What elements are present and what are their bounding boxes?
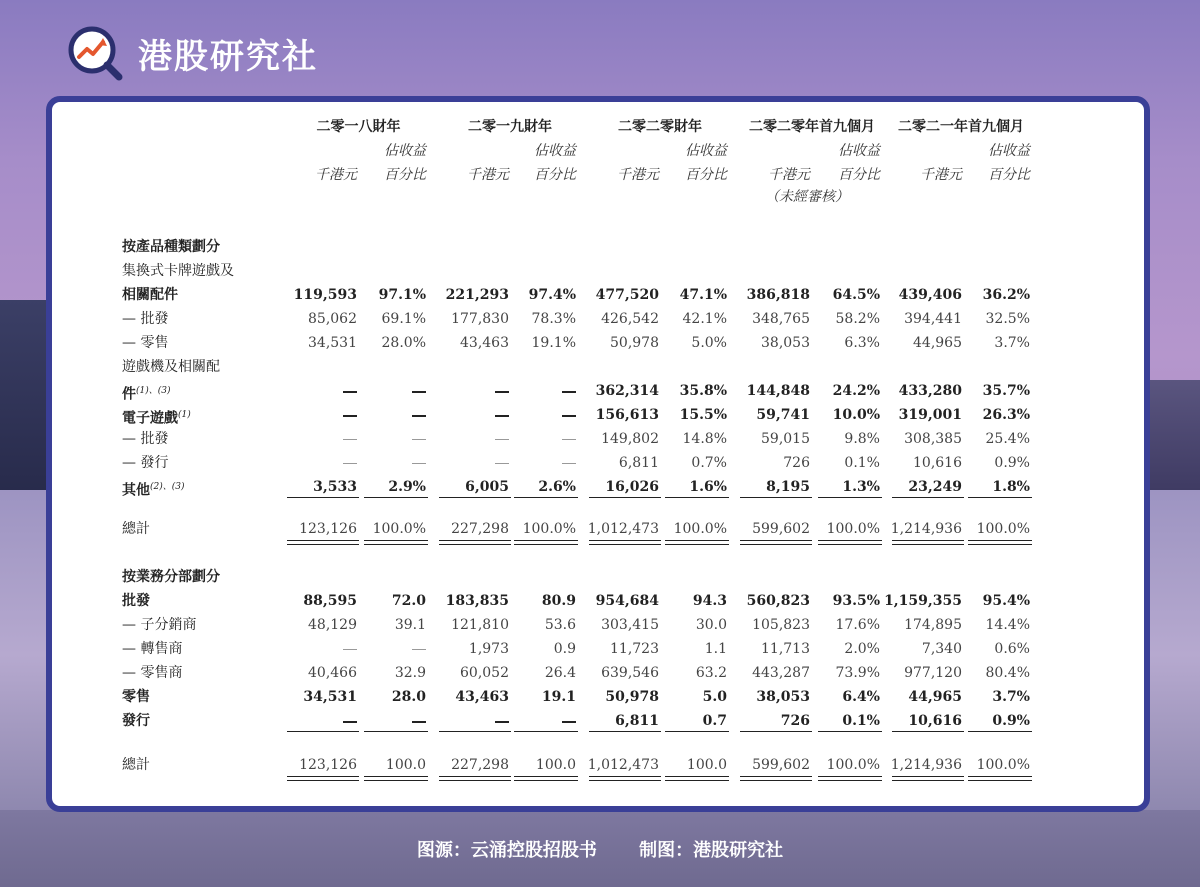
value-cell: 6,811: [615, 713, 659, 729]
section2-row-label: [122, 712, 150, 730]
value-cell: 348,765: [752, 311, 810, 327]
value-cell: 100.0%: [826, 521, 880, 537]
unit-header: 千港元: [467, 167, 509, 183]
value-cell: 726: [783, 455, 810, 471]
value-cell: 30.0: [695, 617, 727, 633]
footer-source: 图源：云涌控股招股书: [416, 840, 597, 861]
dash-value: [343, 454, 357, 472]
column-year-header: 二零二一年首九個月: [898, 119, 1024, 135]
value-cell: 599,602: [752, 521, 810, 537]
dash-value: [412, 454, 426, 472]
value-cell: 1,214,936: [890, 521, 962, 537]
value-cell: 6,005: [465, 479, 509, 495]
dash-value: [495, 382, 509, 400]
value-cell: 95.4%: [982, 593, 1030, 609]
revenue-table: [52, 102, 1144, 806]
total-double-rule: [514, 776, 578, 781]
section1-row-label: [122, 454, 168, 472]
section1-row-label: [122, 406, 191, 428]
row-label-text: 發行: [122, 713, 150, 729]
total-double-rule: [665, 540, 729, 545]
value-cell: 1.1: [704, 641, 727, 657]
value-cell: 38,053: [756, 689, 810, 705]
section1-row-label: [122, 286, 178, 304]
column-year-header: 二零一八財年: [316, 119, 401, 135]
value-cell: 19.1%: [531, 335, 576, 351]
subtotal-rule: [740, 731, 812, 732]
column-year-header: 二零二零財年: [618, 119, 702, 135]
value-cell: 119,593: [293, 287, 357, 303]
value-cell: 39.1: [394, 617, 426, 633]
row-label-text: — 轉售商: [122, 641, 183, 657]
value-cell: 26.3%: [982, 407, 1030, 423]
subtotal-rule: [740, 497, 812, 498]
section1-row-label: [122, 430, 168, 448]
dash-value: [343, 712, 357, 730]
value-cell: 439,406: [898, 287, 962, 303]
value-cell: 5.0%: [691, 335, 727, 351]
subtotal-rule: [364, 497, 428, 498]
value-cell: 94.3: [692, 593, 727, 609]
value-cell: 1,012,473: [587, 757, 659, 773]
value-cell: 59,015: [761, 431, 810, 447]
row-label-text: — 發行: [122, 455, 169, 471]
footer: [0, 836, 1200, 862]
row-label-text: 電子遊戲: [122, 410, 178, 427]
section-title: 按產品種類劃分: [122, 239, 220, 255]
subtotal-rule: [968, 731, 1032, 732]
value-cell: 100.0%: [976, 757, 1030, 773]
magnifier-chart-icon: [66, 24, 124, 82]
section2-row-label: [122, 592, 150, 610]
unit-header: 千港元: [315, 167, 357, 183]
value-cell: 34,531: [303, 689, 357, 705]
dash-value: [343, 406, 357, 424]
total-double-rule: [892, 776, 964, 781]
value-cell: 0.9%: [994, 455, 1030, 471]
value-cell: 1,159,355: [884, 593, 962, 609]
value-cell: 64.5%: [832, 287, 880, 303]
unit-header: 千港元: [768, 167, 810, 183]
row-label-text: 總計: [122, 757, 150, 773]
value-cell: 156,613: [595, 407, 659, 423]
row-label-text: 相關配件: [122, 287, 178, 303]
value-cell: 44,965: [908, 689, 962, 705]
value-cell: 38,053: [761, 335, 810, 351]
value-cell: 100.0%: [372, 521, 426, 537]
value-cell: 0.7%: [691, 455, 727, 471]
value-cell: 0.1%: [844, 455, 880, 471]
value-cell: 43,463: [455, 689, 509, 705]
total-double-rule: [589, 776, 661, 781]
value-cell: 69.1%: [381, 311, 426, 327]
pct-header-bottom: 百分比: [988, 167, 1030, 183]
value-cell: 726: [780, 713, 810, 729]
footnote-ref: (2)、(3): [150, 482, 185, 492]
value-cell: 40,466: [308, 665, 357, 681]
pct-header-bottom: 百分比: [534, 167, 576, 183]
value-cell: 954,684: [595, 593, 659, 609]
value-cell: 443,287: [752, 665, 810, 681]
dash-value: [412, 382, 426, 400]
subtotal-rule: [589, 497, 661, 498]
subtotal-rule: [968, 497, 1032, 498]
total-double-rule: [589, 540, 661, 545]
pct-header-top: 佔收益: [384, 143, 426, 159]
dash-value: [343, 640, 357, 658]
value-cell: 63.2: [695, 665, 727, 681]
total-double-rule: [818, 776, 882, 781]
value-cell: 227,298: [451, 521, 509, 537]
subtotal-rule: [364, 731, 428, 732]
value-cell: 319,001: [898, 407, 962, 423]
value-cell: 97.4%: [528, 287, 576, 303]
value-cell: 0.7: [702, 713, 727, 729]
section2-row-label: [122, 664, 182, 682]
unit-header: 千港元: [920, 167, 962, 183]
footnote-ref: (1)、(3): [136, 386, 171, 396]
value-cell: 26.4: [544, 665, 576, 681]
section2-row-label: [122, 688, 150, 706]
value-cell: 560,823: [746, 593, 810, 609]
value-cell: 221,293: [445, 287, 509, 303]
pct-header-bottom: 百分比: [685, 167, 727, 183]
value-cell: 183,835: [445, 593, 509, 609]
value-cell: 2.9%: [388, 479, 426, 495]
value-cell: 10,616: [913, 455, 962, 471]
column-year-header: 二零二零年首九個月: [749, 119, 875, 135]
value-cell: 0.9%: [992, 713, 1030, 729]
value-cell: 88,595: [303, 593, 357, 609]
value-cell: 58.2%: [835, 311, 880, 327]
pct-header-bottom: 百分比: [384, 167, 426, 183]
section2-row-label: [122, 640, 182, 658]
value-cell: 44,965: [913, 335, 962, 351]
value-cell: 60,052: [460, 665, 509, 681]
subtotal-rule: [818, 497, 882, 498]
section1-row-label: [122, 262, 234, 280]
value-cell: 85,062: [308, 311, 357, 327]
value-cell: 362,314: [595, 383, 659, 399]
section1-row-label: [122, 310, 168, 328]
total-double-rule: [514, 540, 578, 545]
brand-title: 港股研究社: [138, 36, 318, 77]
row-label-text: 集換式卡牌遊戲及: [122, 263, 234, 279]
unaudited-note: （未經審核）: [765, 189, 849, 205]
subtotal-rule: [892, 497, 964, 498]
value-cell: 23,249: [908, 479, 962, 495]
subtotal-rule: [514, 497, 578, 498]
value-cell: 28.0: [391, 689, 426, 705]
value-cell: 149,802: [601, 431, 659, 447]
value-cell: 53.6: [544, 617, 576, 633]
value-cell: 144,848: [746, 383, 810, 399]
value-cell: 639,546: [601, 665, 659, 681]
value-cell: 80.9: [541, 593, 576, 609]
value-cell: 433,280: [898, 383, 962, 399]
value-cell: 3.7%: [992, 689, 1030, 705]
value-cell: 100.0: [535, 757, 576, 773]
dash-value: [343, 382, 357, 400]
value-cell: 308,385: [904, 431, 962, 447]
total-double-rule: [740, 540, 812, 545]
value-cell: 36.2%: [982, 287, 1030, 303]
value-cell: 426,542: [601, 311, 659, 327]
value-cell: 72.0: [391, 593, 426, 609]
value-cell: 2.6%: [538, 479, 576, 495]
value-cell: 93.5%: [832, 593, 880, 609]
row-label-text: — 批發: [122, 431, 169, 447]
value-cell: 35.8%: [679, 383, 727, 399]
value-cell: 47.1%: [679, 287, 727, 303]
value-cell: 42.1%: [682, 311, 727, 327]
value-cell: 386,818: [746, 287, 810, 303]
section2-row-label: [122, 616, 196, 634]
pct-header-bottom: 百分比: [838, 167, 880, 183]
value-cell: 303,415: [601, 617, 659, 633]
total-double-rule: [968, 776, 1032, 781]
value-cell: 35.7%: [982, 383, 1030, 399]
section2-total-label: [122, 756, 150, 774]
row-label-text: 零售: [122, 689, 150, 705]
value-cell: 17.6%: [835, 617, 880, 633]
value-cell: 123,126: [299, 757, 357, 773]
pct-header-top: 佔收益: [988, 143, 1030, 159]
value-cell: 32.9: [394, 665, 426, 681]
value-cell: 174,895: [904, 617, 962, 633]
dash-value: [495, 430, 509, 448]
value-cell: 34,531: [308, 335, 357, 351]
total-double-rule: [665, 776, 729, 781]
unit-header: 千港元: [617, 167, 659, 183]
value-cell: 78.3%: [531, 311, 576, 327]
dash-value: [495, 712, 509, 730]
value-cell: 6.4%: [842, 689, 880, 705]
value-cell: 32.5%: [985, 311, 1030, 327]
value-cell: 1,012,473: [587, 521, 659, 537]
total-double-rule: [364, 540, 428, 545]
value-cell: 10.0%: [832, 407, 880, 423]
value-cell: 5.0: [702, 689, 727, 705]
column-year-header: 二零一九財年: [468, 119, 552, 135]
total-double-rule: [287, 776, 359, 781]
value-cell: 19.1: [541, 689, 576, 705]
value-cell: 0.1%: [842, 713, 880, 729]
value-cell: 48,129: [308, 617, 357, 633]
value-cell: 9.8%: [844, 431, 880, 447]
value-cell: 6.3%: [844, 335, 880, 351]
value-cell: 97.1%: [378, 287, 426, 303]
total-double-rule: [892, 540, 964, 545]
dash-value: [412, 430, 426, 448]
value-cell: 28.0%: [381, 335, 426, 351]
footer-made-by: 制图：港股研究社: [639, 840, 784, 861]
value-cell: 50,978: [610, 335, 659, 351]
value-cell: 105,823: [752, 617, 810, 633]
value-cell: 121,810: [451, 617, 509, 633]
value-cell: 59,741: [756, 407, 810, 423]
value-cell: 100.0%: [976, 521, 1030, 537]
row-label-text: 件: [122, 386, 136, 403]
row-label-text: — 零售商: [122, 665, 183, 681]
value-cell: 394,441: [904, 311, 962, 327]
subtotal-rule: [439, 497, 511, 498]
value-cell: 1.3%: [842, 479, 880, 495]
row-label-text: 遊戲機及相關配: [122, 359, 220, 375]
value-cell: 8,195: [766, 479, 810, 495]
value-cell: 0.9: [553, 641, 576, 657]
value-cell: 123,126: [299, 521, 357, 537]
value-cell: 100.0: [385, 757, 426, 773]
row-label-text: 批發: [122, 593, 150, 609]
value-cell: 100.0: [686, 757, 727, 773]
dash-value: [495, 406, 509, 424]
value-cell: 2.0%: [844, 641, 880, 657]
value-cell: 100.0%: [826, 757, 880, 773]
row-label-text: 總計: [122, 521, 150, 537]
value-cell: 25.4%: [985, 431, 1030, 447]
pct-header-top: 佔收益: [534, 143, 576, 159]
value-cell: 80.4%: [985, 665, 1030, 681]
section-title: 按業務分部劃分: [122, 569, 220, 585]
value-cell: 73.9%: [835, 665, 880, 681]
value-cell: 10,616: [908, 713, 962, 729]
value-cell: 3.7%: [994, 335, 1030, 351]
value-cell: 11,713: [761, 641, 810, 657]
subtotal-rule: [589, 731, 661, 732]
value-cell: 1,973: [468, 641, 509, 657]
value-cell: 3,533: [313, 479, 357, 495]
dash-value: [343, 430, 357, 448]
value-cell: 11,723: [610, 641, 659, 657]
brand-logo: [66, 24, 318, 82]
total-double-rule: [740, 776, 812, 781]
value-cell: 1.8%: [992, 479, 1030, 495]
value-cell: 1.6%: [689, 479, 727, 495]
value-cell: 16,026: [605, 479, 659, 495]
value-cell: 100.0%: [673, 521, 727, 537]
value-cell: 50,978: [605, 689, 659, 705]
section1-row-label: [122, 478, 185, 500]
value-cell: 43,463: [460, 335, 509, 351]
subtotal-rule: [818, 731, 882, 732]
value-cell: 177,830: [451, 311, 509, 327]
value-cell: 7,340: [921, 641, 962, 657]
section1-row-label: [122, 382, 171, 404]
row-label-text: 其他: [122, 482, 150, 499]
subtotal-rule: [439, 731, 511, 732]
section1-total-label: [122, 520, 150, 538]
subtotal-rule: [892, 731, 964, 732]
row-label-text: — 子分銷商: [122, 617, 197, 633]
value-cell: 6,811: [618, 455, 659, 471]
dash-value: [495, 454, 509, 472]
table-card: [46, 96, 1150, 812]
value-cell: 0.6%: [994, 641, 1030, 657]
dash-value: [412, 712, 426, 730]
value-cell: 14.4%: [985, 617, 1030, 633]
dash-value: [412, 406, 426, 424]
total-double-rule: [439, 540, 511, 545]
subtotal-rule: [287, 731, 359, 732]
footnote-ref: (1): [178, 410, 191, 420]
total-double-rule: [818, 540, 882, 545]
value-cell: 1,214,936: [890, 757, 962, 773]
value-cell: 977,120: [904, 665, 962, 681]
total-double-rule: [439, 776, 511, 781]
pct-header-top: 佔收益: [685, 143, 727, 159]
value-cell: 14.8%: [682, 431, 727, 447]
value-cell: 599,602: [752, 757, 810, 773]
section1-row-label: [122, 334, 168, 352]
total-double-rule: [968, 540, 1032, 545]
subtotal-rule: [665, 497, 729, 498]
value-cell: 227,298: [451, 757, 509, 773]
total-double-rule: [287, 540, 359, 545]
value-cell: 15.5%: [679, 407, 727, 423]
subtotal-rule: [514, 731, 578, 732]
row-label-text: — 零售: [122, 335, 169, 351]
value-cell: 24.2%: [832, 383, 880, 399]
subtotal-rule: [287, 497, 359, 498]
section1-row-label: [122, 358, 220, 376]
value-cell: 100.0%: [522, 521, 576, 537]
pct-header-top: 佔收益: [838, 143, 880, 159]
row-label-text: — 批發: [122, 311, 169, 327]
total-double-rule: [364, 776, 428, 781]
subtotal-rule: [665, 731, 729, 732]
value-cell: 477,520: [595, 287, 659, 303]
